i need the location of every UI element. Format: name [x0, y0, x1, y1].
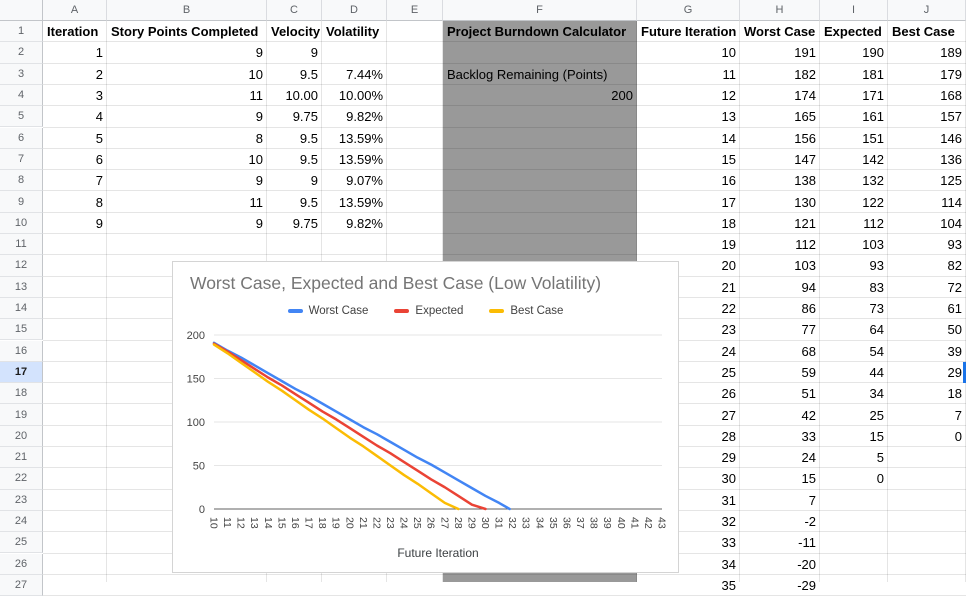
cell-D7[interactable]: 13.59%: [338, 151, 383, 167]
cell-I11[interactable]: 103: [862, 237, 884, 253]
cell-H14[interactable]: 86: [801, 301, 816, 317]
cell-D3[interactable]: 7.44%: [346, 66, 383, 82]
cell-G20[interactable]: 28: [721, 428, 736, 444]
cell-D5[interactable]: 9.82%: [346, 109, 383, 125]
row-header-24[interactable]: 24: [0, 511, 43, 532]
cell-G25[interactable]: 33: [721, 535, 736, 551]
row-header-13[interactable]: 13: [0, 277, 43, 298]
svg-text:30: 30: [479, 517, 492, 529]
column-header-A[interactable]: A: [43, 0, 107, 21]
svg-text:16: 16: [288, 517, 301, 529]
svg-text:24: 24: [397, 517, 410, 529]
cell-J2[interactable]: 189: [940, 45, 962, 61]
cell-C2[interactable]: 9: [310, 45, 318, 61]
cell-A6[interactable]: 5: [95, 130, 103, 146]
cell-C3[interactable]: 9.5: [299, 66, 318, 82]
row-header-25[interactable]: 25: [0, 532, 43, 553]
cell-A9[interactable]: 8: [95, 194, 103, 210]
cell-J12[interactable]: 82: [947, 258, 962, 274]
cell-B4[interactable]: 11: [249, 88, 263, 104]
cell-A1[interactable]: Iteration: [47, 24, 99, 40]
svg-text:11: 11: [221, 517, 234, 528]
cell-B3[interactable]: 10: [248, 66, 263, 82]
svg-text:43: 43: [655, 517, 668, 529]
row-header-16[interactable]: 16: [0, 341, 43, 362]
svg-text:0: 0: [198, 504, 205, 516]
cell-H10[interactable]: 121: [794, 215, 816, 231]
cell-G1[interactable]: Future Iteration: [641, 24, 737, 40]
svg-text:21: 21: [356, 517, 369, 529]
cell-I3[interactable]: 181: [862, 66, 884, 82]
svg-text:40: 40: [614, 517, 627, 529]
chart-x-axis-title: Future Iteration: [397, 546, 479, 560]
cell-H21[interactable]: 24: [801, 450, 816, 466]
cell-J4[interactable]: 168: [940, 88, 962, 104]
cell-H6[interactable]: 156: [794, 130, 816, 146]
cell-H12[interactable]: 103: [794, 258, 816, 274]
cell-I18[interactable]: 34: [869, 386, 884, 402]
cell-A5[interactable]: 4: [95, 109, 103, 125]
cell-B8[interactable]: 9: [255, 173, 263, 189]
row-header-8[interactable]: 8: [0, 170, 43, 191]
svg-text:22: 22: [370, 517, 383, 529]
row-header-19[interactable]: 19: [0, 404, 43, 425]
svg-text:35: 35: [546, 517, 559, 529]
legend-label: Best Case: [510, 305, 564, 317]
row-header-9[interactable]: 9: [0, 191, 43, 212]
cell-H19[interactable]: 42: [801, 407, 816, 423]
column-header-G[interactable]: G: [637, 0, 740, 21]
row-header-17[interactable]: 17: [0, 362, 43, 383]
column-header-F[interactable]: F: [443, 0, 637, 21]
cell-G27[interactable]: 35: [721, 577, 736, 593]
cell-G2[interactable]: 10: [721, 45, 736, 61]
cell-J13[interactable]: 72: [947, 279, 962, 295]
svg-text:27: 27: [438, 517, 451, 529]
cell-H8[interactable]: 138: [794, 173, 816, 189]
cell-J16[interactable]: 39: [947, 343, 962, 359]
cell-C1[interactable]: Velocity: [271, 24, 321, 40]
cell-H7[interactable]: 147: [794, 151, 816, 167]
svg-text:39: 39: [601, 517, 614, 529]
cell-G13[interactable]: 21: [721, 279, 736, 295]
cell-B9[interactable]: 11: [249, 194, 263, 210]
cell-G9[interactable]: 17: [721, 194, 736, 210]
row-header-6[interactable]: 6: [0, 128, 43, 149]
svg-text:33: 33: [519, 517, 532, 529]
cell-I21[interactable]: 5: [876, 450, 884, 466]
cell-G11[interactable]: 19: [721, 237, 736, 253]
cell-G7[interactable]: 15: [721, 151, 736, 167]
cell-G22[interactable]: 30: [721, 471, 736, 487]
cell-H13[interactable]: 94: [801, 279, 816, 295]
cell-G17[interactable]: 25: [721, 364, 736, 380]
svg-text:18: 18: [316, 517, 329, 529]
svg-text:100: 100: [186, 417, 205, 429]
cell-D10[interactable]: 9.82%: [346, 215, 383, 231]
svg-text:42: 42: [641, 517, 654, 529]
select-all-corner[interactable]: [0, 0, 43, 21]
cell-G21[interactable]: 29: [721, 450, 736, 466]
cell-G24[interactable]: 32: [721, 514, 736, 530]
column-header-D[interactable]: D: [322, 0, 387, 21]
cell-G26[interactable]: 34: [721, 556, 736, 572]
chart-plot: [173, 262, 678, 572]
cell-J15[interactable]: 50: [947, 322, 962, 338]
column-header-H[interactable]: H: [740, 0, 820, 21]
svg-text:19: 19: [329, 517, 342, 529]
cell-I19[interactable]: 25: [869, 407, 884, 423]
cell-A2[interactable]: 1: [95, 45, 103, 61]
row-header-20[interactable]: 20: [0, 426, 43, 447]
cell-C6[interactable]: 9.5: [299, 130, 318, 146]
cell-B1[interactable]: Story Points Completed: [111, 24, 259, 40]
cell-J19[interactable]: 7: [954, 407, 962, 423]
cell-C4[interactable]: 10.00: [285, 88, 318, 104]
cell-H4[interactable]: 174: [794, 88, 816, 104]
row-header-23[interactable]: 23: [0, 490, 43, 511]
cell-J10[interactable]: 104: [940, 215, 962, 231]
svg-text:41: 41: [628, 517, 641, 529]
cell-G8[interactable]: 16: [721, 173, 736, 189]
cell-I8[interactable]: 132: [862, 173, 884, 189]
cell-I10[interactable]: 112: [863, 215, 884, 231]
cell-I17[interactable]: 44: [869, 364, 884, 380]
row-header-27[interactable]: 27: [0, 575, 43, 596]
cell-G10[interactable]: 18: [721, 215, 736, 231]
column-header-J[interactable]: J: [888, 0, 966, 21]
svg-text:32: 32: [506, 517, 519, 529]
cell-F4[interactable]: 200: [611, 88, 633, 104]
cell-I22[interactable]: 0: [876, 471, 884, 487]
cell-D4[interactable]: 10.00%: [338, 88, 383, 104]
cell-A7[interactable]: 6: [95, 151, 103, 167]
cell-B2[interactable]: 9: [255, 45, 263, 61]
cell-I5[interactable]: 161: [862, 109, 884, 125]
svg-text:50: 50: [192, 460, 205, 473]
cell-I2[interactable]: 190: [862, 45, 884, 61]
svg-text:200: 200: [186, 330, 205, 342]
cell-H22[interactable]: 15: [801, 471, 816, 487]
cell-B10[interactable]: 9: [255, 215, 263, 231]
cell-J8[interactable]: 125: [940, 173, 962, 189]
gridline-row-26: [43, 574, 966, 575]
cell-H20[interactable]: 33: [801, 428, 816, 444]
cell-I16[interactable]: 54: [869, 343, 884, 359]
embedded-chart[interactable]: [172, 261, 679, 573]
row-header-22[interactable]: 22: [0, 468, 43, 489]
cell-H17[interactable]: 59: [801, 364, 816, 380]
row-header-10[interactable]: 10: [0, 213, 43, 234]
cell-I9[interactable]: 122: [862, 194, 884, 210]
cell-H9[interactable]: 130: [794, 194, 816, 210]
cell-I15[interactable]: 64: [869, 322, 884, 338]
cell-J6[interactable]: 146: [940, 130, 962, 146]
svg-text:36: 36: [560, 517, 573, 529]
legend-label: Expected: [415, 305, 464, 317]
cell-G18[interactable]: 26: [721, 386, 736, 402]
cell-F3[interactable]: Backlog Remaining (Points): [447, 66, 608, 82]
cell-C5[interactable]: 9.75: [292, 109, 318, 125]
cell-J5[interactable]: 157: [940, 109, 962, 125]
svg-text:25: 25: [411, 517, 424, 529]
cell-I12[interactable]: 93: [869, 258, 884, 274]
cell-H27[interactable]: -29: [797, 577, 816, 593]
cell-J3[interactable]: 179: [940, 66, 962, 82]
svg-text:14: 14: [261, 517, 274, 529]
svg-text:13: 13: [248, 517, 261, 529]
svg-text:12: 12: [234, 517, 247, 529]
row-header-26[interactable]: 26: [0, 554, 43, 575]
cell-I20[interactable]: 15: [869, 428, 884, 444]
column-header-C[interactable]: C: [267, 0, 322, 21]
cell-B6[interactable]: 8: [255, 130, 263, 146]
cell-J18[interactable]: 18: [947, 386, 962, 402]
svg-text:38: 38: [587, 517, 600, 529]
cell-A8[interactable]: 7: [95, 173, 103, 189]
cell-H15[interactable]: 77: [801, 322, 816, 338]
cell-H5[interactable]: 165: [794, 109, 816, 125]
cell-C8[interactable]: 9: [310, 173, 318, 189]
svg-text:17: 17: [302, 517, 315, 529]
svg-text:28: 28: [451, 517, 464, 529]
svg-text:150: 150: [186, 373, 205, 386]
cell-I13[interactable]: 83: [869, 279, 884, 295]
cell-J7[interactable]: 136: [940, 151, 962, 167]
cell-F1[interactable]: Project Burndown Calculator: [447, 24, 627, 40]
svg-text:29: 29: [465, 517, 478, 529]
svg-text:34: 34: [533, 517, 546, 529]
cell-H3[interactable]: 182: [794, 66, 816, 82]
cell-G3[interactable]: 11: [722, 66, 736, 82]
svg-text:37: 37: [574, 517, 587, 529]
column-header-I[interactable]: I: [820, 0, 888, 21]
cell-I4[interactable]: 171: [862, 88, 884, 104]
cell-G6[interactable]: 14: [721, 130, 736, 146]
column-header-B[interactable]: B: [107, 0, 267, 21]
cell-J11[interactable]: 93: [947, 237, 962, 253]
cell-D9[interactable]: 13.59%: [338, 194, 383, 210]
chart-title: Worst Case, Expected and Best Case (Low Volatility): [190, 273, 602, 293]
cell-J1[interactable]: Best Case: [892, 24, 955, 40]
row-header-12[interactable]: 12: [0, 255, 43, 276]
cell-I7[interactable]: 142: [862, 151, 884, 167]
cell-J17[interactable]: 29: [947, 364, 962, 380]
cell-I14[interactable]: 73: [869, 301, 884, 317]
cell-C9[interactable]: 9.5: [299, 194, 318, 210]
row-header-21[interactable]: 21: [0, 447, 43, 468]
cell-A4[interactable]: 3: [95, 88, 103, 104]
cell-B7[interactable]: 10: [248, 151, 263, 167]
row-header-11[interactable]: 11: [0, 234, 43, 255]
row-header-1[interactable]: 1: [0, 21, 43, 42]
row-header-15[interactable]: 15: [0, 319, 43, 340]
cell-G14[interactable]: 22: [721, 301, 736, 317]
svg-text:20: 20: [343, 517, 356, 529]
row-header-3[interactable]: 3: [0, 64, 43, 85]
svg-text:10: 10: [207, 517, 220, 529]
cell-H11[interactable]: 112: [795, 237, 816, 253]
svg-text:15: 15: [275, 517, 288, 529]
cell-H24[interactable]: -2: [804, 514, 816, 530]
cell-H18[interactable]: 51: [801, 386, 816, 402]
cell-H25[interactable]: -11: [798, 535, 816, 551]
cell-G19[interactable]: 27: [721, 407, 736, 423]
row-header-14[interactable]: 14: [0, 298, 43, 319]
cell-J9[interactable]: 114: [941, 194, 962, 210]
row-header-5[interactable]: 5: [0, 106, 43, 127]
cell-D6[interactable]: 13.59%: [338, 130, 383, 146]
cell-H26[interactable]: -20: [797, 556, 816, 572]
cell-B5[interactable]: 9: [255, 109, 263, 125]
cell-H23[interactable]: 7: [808, 492, 816, 508]
cell-A10[interactable]: 9: [95, 215, 103, 231]
row-header-18[interactable]: 18: [0, 383, 43, 404]
column-header-E[interactable]: E: [387, 0, 443, 21]
svg-text:26: 26: [424, 517, 437, 529]
cell-H16[interactable]: 68: [801, 343, 816, 359]
cell-A3[interactable]: 2: [95, 66, 103, 82]
svg-text:23: 23: [383, 517, 396, 529]
cell-C10[interactable]: 9.75: [292, 215, 318, 231]
cell-G16[interactable]: 24: [721, 343, 736, 359]
svg-text:31: 31: [492, 517, 505, 529]
row-header-2[interactable]: 2: [0, 42, 43, 63]
cell-G15[interactable]: 23: [721, 322, 736, 338]
cell-I6[interactable]: 151: [862, 130, 884, 146]
cell-H1[interactable]: Worst Case: [744, 24, 816, 40]
cell-D1[interactable]: Volatility: [326, 24, 380, 40]
cell-H2[interactable]: 191: [794, 45, 816, 61]
cell-J14[interactable]: 61: [947, 301, 962, 317]
cell-J20[interactable]: 0: [954, 428, 962, 444]
cell-G12[interactable]: 20: [721, 258, 736, 274]
row-header-7[interactable]: 7: [0, 149, 43, 170]
row-header-4[interactable]: 4: [0, 85, 43, 106]
cell-G5[interactable]: 13: [721, 109, 736, 125]
cell-D8[interactable]: 9.07%: [346, 173, 383, 189]
cell-G23[interactable]: 31: [721, 492, 736, 508]
cell-C7[interactable]: 9.5: [299, 151, 318, 167]
legend-label: Worst Case: [308, 305, 369, 317]
cell-G4[interactable]: 12: [721, 88, 736, 104]
cell-I1[interactable]: Expected: [824, 24, 882, 40]
